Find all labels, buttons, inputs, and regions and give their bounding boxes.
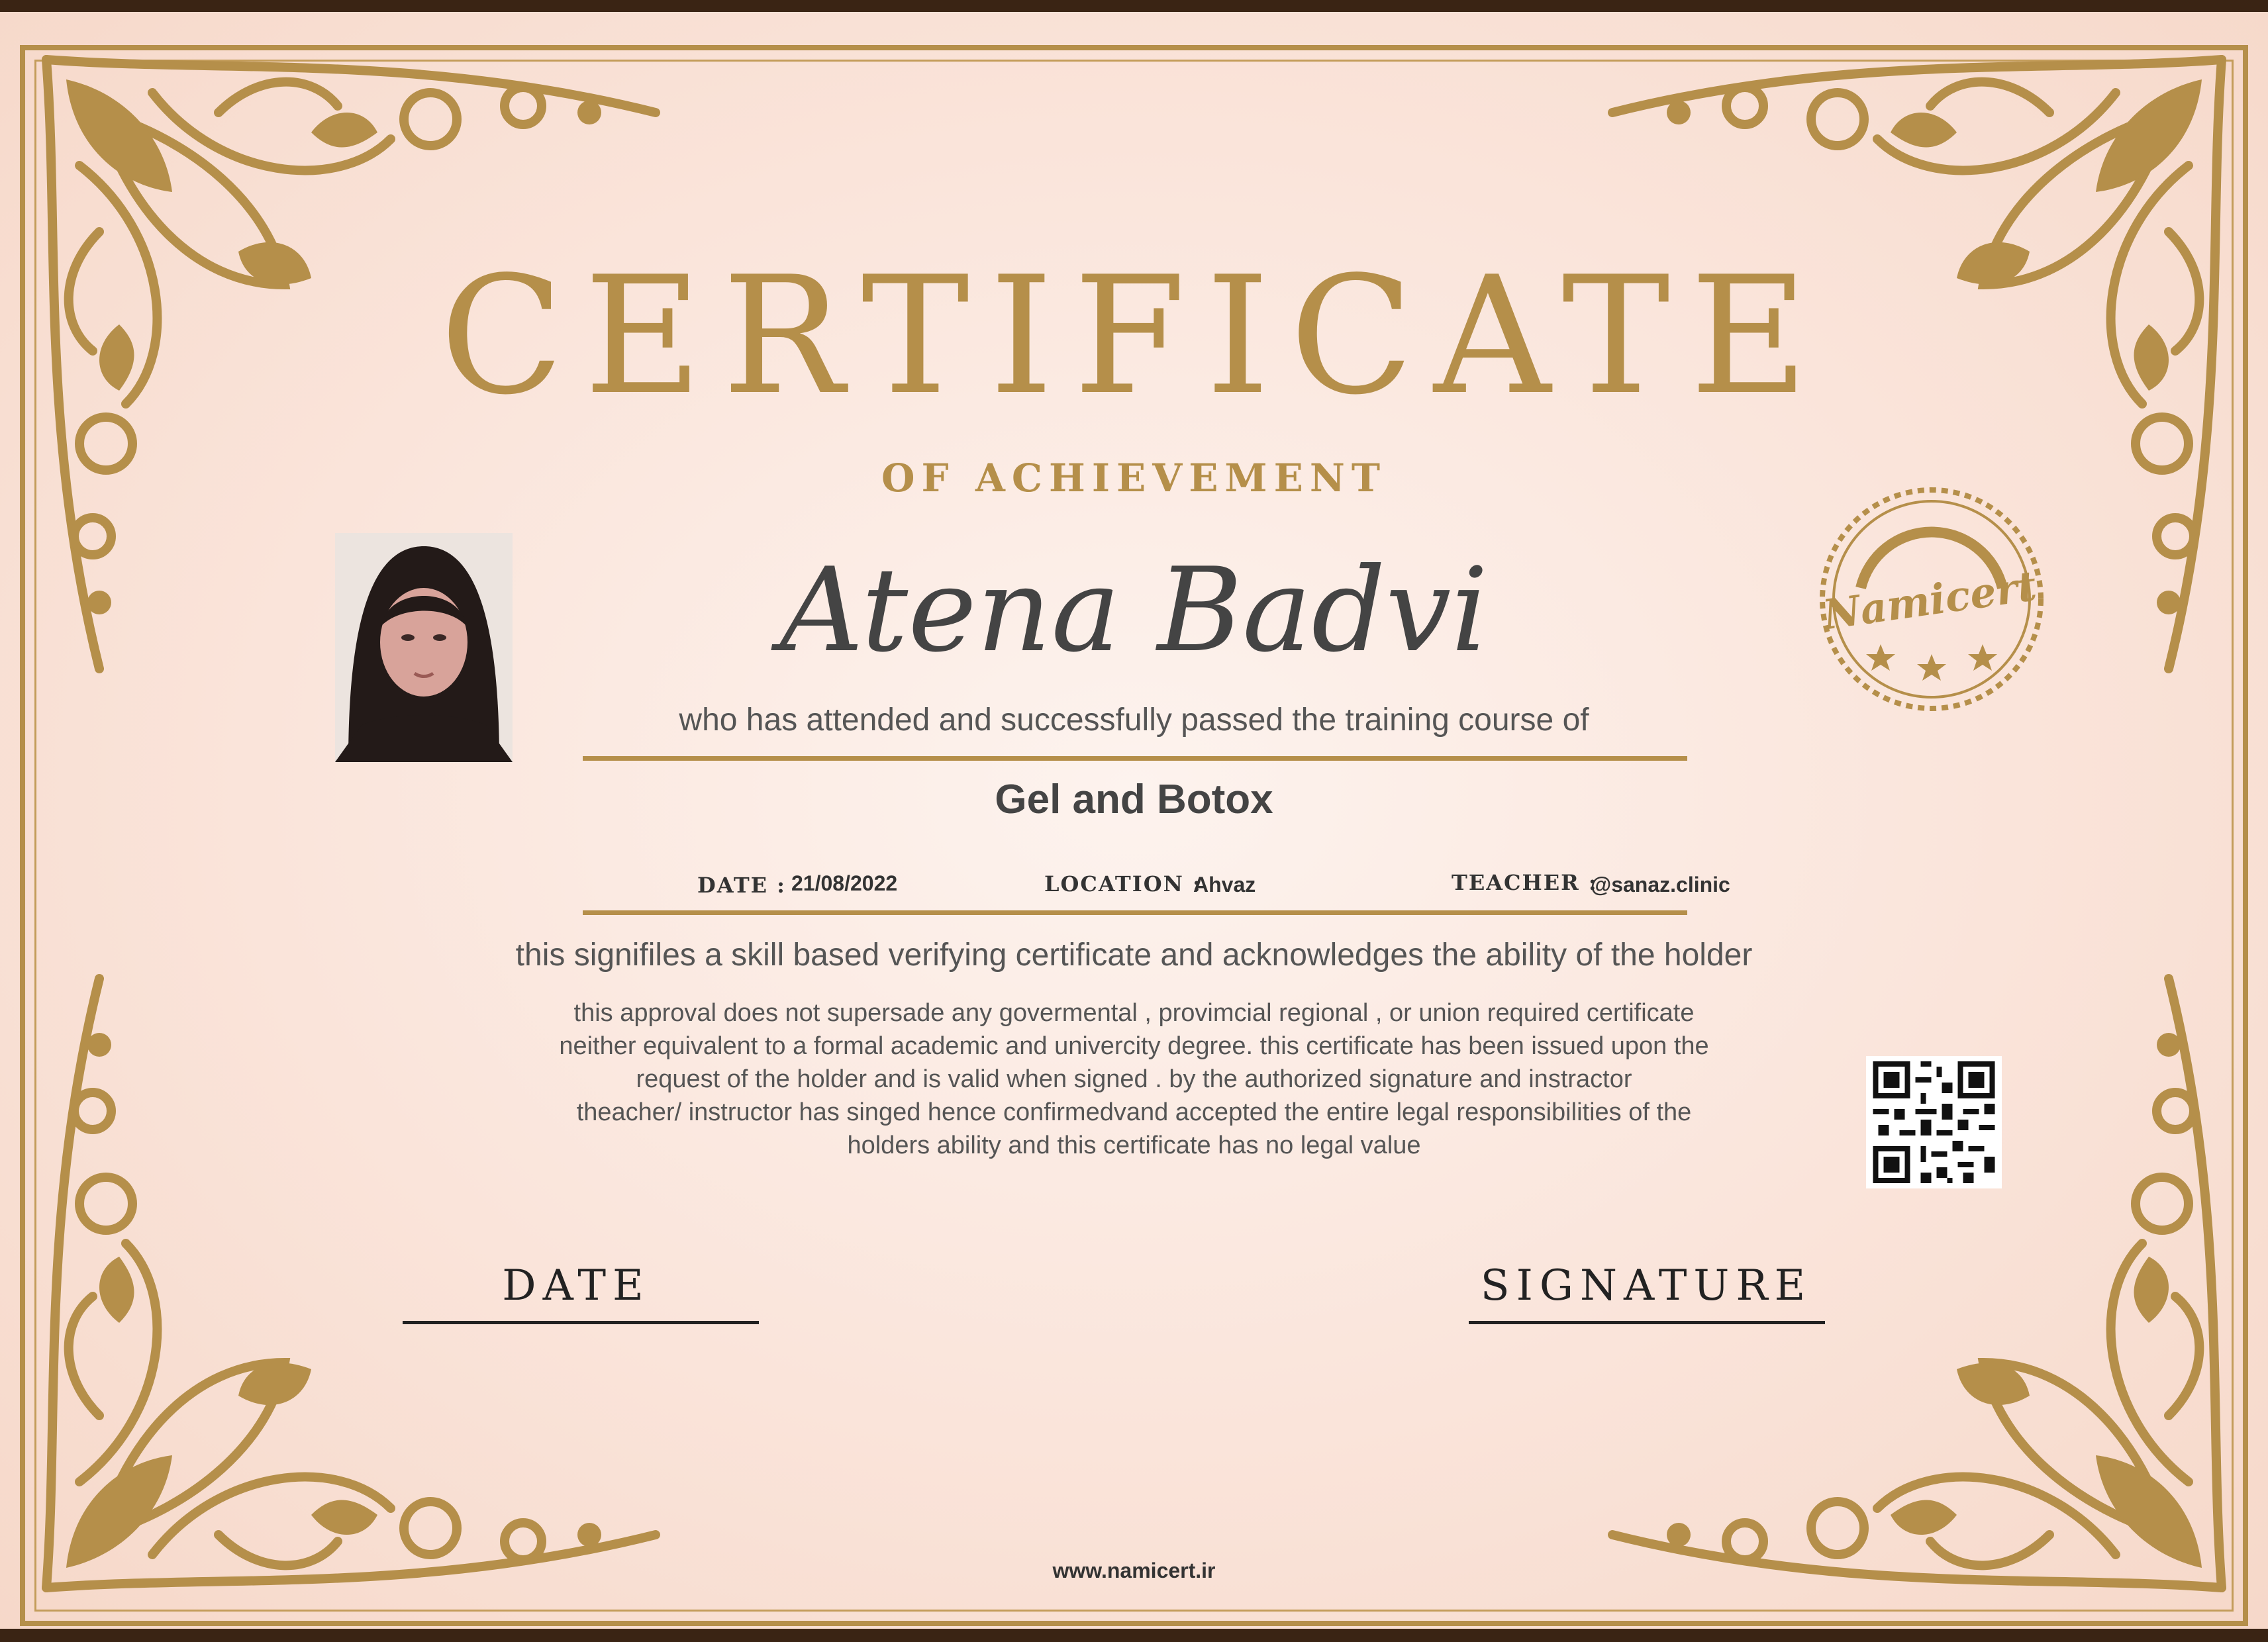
footer-signature-line xyxy=(1469,1321,1825,1324)
fine-print xyxy=(464,996,1804,1162)
footer-signature-label: SIGNATURE xyxy=(1480,1261,1812,1310)
website-link[interactable]: www.namicert.ir xyxy=(1052,1559,1216,1582)
footer-date-label: DATE xyxy=(502,1261,650,1310)
footer-date-line xyxy=(403,1321,759,1324)
fine-print-line: this approval does not supersade any govermental , provimcial regional , or union required certificate xyxy=(573,999,1695,1027)
attended-text: who has attended and successfully passed the training course of xyxy=(679,702,1589,738)
fine-print-line: holders ability and this certificate has no legal value xyxy=(847,1132,1421,1159)
recipient-name: Atena Badvi xyxy=(779,544,1489,678)
certificate-subtitle: OF ACHIEVEMENT xyxy=(881,456,1387,501)
signifies-text: this signifiles a skill based verifying certificate and acknowledges the ability of the holder xyxy=(515,938,1753,973)
course-name: Gel and Botox xyxy=(995,777,1273,822)
fine-print-line: request of the holder and is valid when signed . by the authorized signature and instractor xyxy=(636,1065,1632,1093)
namicert-seal-icon xyxy=(1814,482,2049,717)
teacher-label: TEACHER : xyxy=(1452,870,1598,895)
course-top-rule xyxy=(583,756,1687,761)
date-value: 21/08/2022 xyxy=(791,871,898,895)
date-label: DATE : xyxy=(697,873,786,898)
certificate-title: CERTIFICATE xyxy=(440,242,1828,430)
meta-bottom-rule xyxy=(583,910,1687,915)
qr-code-icon[interactable] xyxy=(1866,1056,2002,1188)
fine-print-line: theacher/ instructor has singed hence confirmedvand accepted the entire legal responsibilities of the xyxy=(576,1098,1692,1126)
location-label: LOCATION : xyxy=(1044,871,1202,896)
teacher-value: @sanaz.clinic xyxy=(1591,873,1730,896)
fine-print-line: neither equivalent to a formal academic and univercity degree. this certificate has been issued upon the xyxy=(559,1032,1709,1060)
seal-text: Namicert xyxy=(1820,561,2040,640)
location-value: Ahvaz xyxy=(1193,873,1256,896)
